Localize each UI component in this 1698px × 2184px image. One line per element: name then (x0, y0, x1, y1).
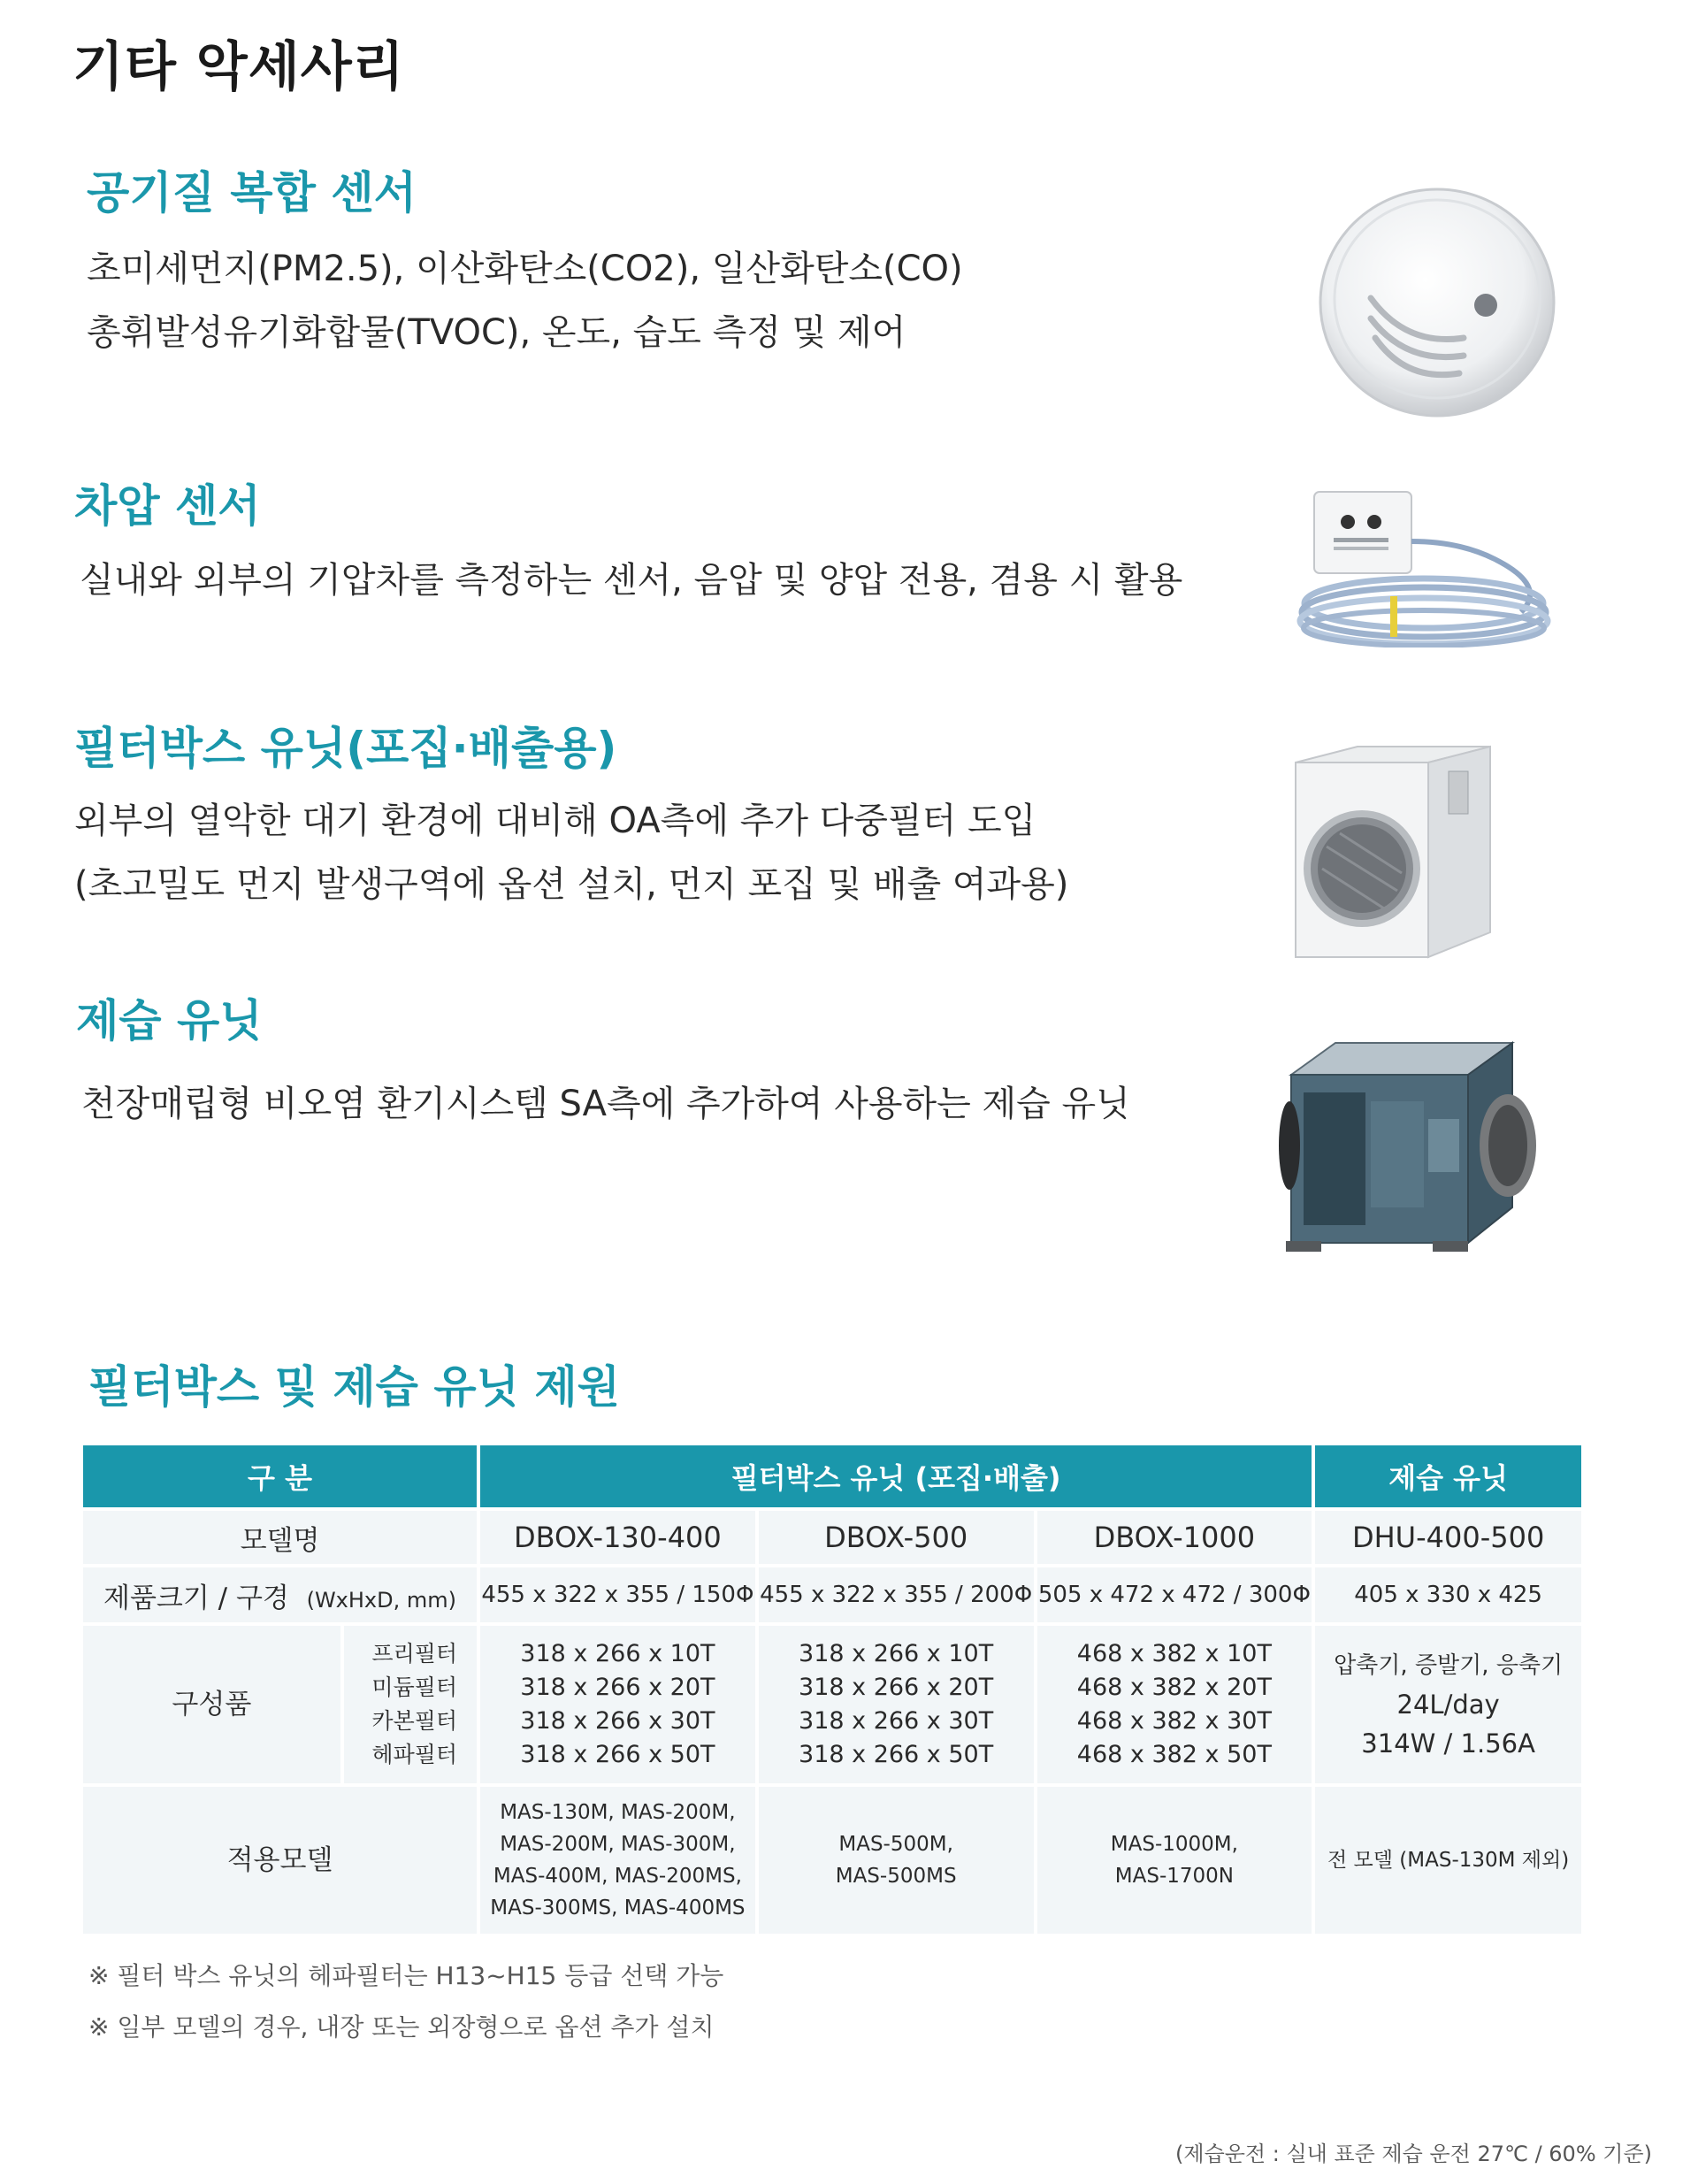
model-cell: DBOX-130-400 (480, 1511, 755, 1564)
row-label-model: 모델명 (83, 1511, 477, 1564)
section-text-filter-box (74, 789, 1068, 916)
apply-cell (759, 1787, 1034, 1934)
footnote: (제습운전 : 실내 표준 제습 운전 27℃ / 60% 기준) (1175, 2142, 1652, 2166)
component-value: 318 x 266 x 20T (520, 1674, 715, 1701)
pressure-sensor-image (1291, 488, 1565, 648)
model-cell: DHU-400-500 (1315, 1511, 1581, 1564)
component-value: 318 x 266 x 10T (520, 1640, 715, 1667)
row-label-components: 구성품 (83, 1626, 340, 1783)
size-unit: (WxHxD, mm) (306, 1587, 456, 1613)
air-quality-sensor-image (1309, 170, 1565, 426)
component-value: 468 x 382 x 10T (1076, 1640, 1272, 1667)
apply-value: MAS-1700N (1114, 1865, 1234, 1888)
component-value: 318 x 266 x 30T (799, 1707, 994, 1735)
filter-box-unit-image (1287, 745, 1499, 968)
apply-value: MAS-400M, MAS-200MS, (493, 1865, 742, 1888)
size-label: 제품크기 / 구경 (103, 1582, 289, 1614)
section-text-dehumidifier (81, 1072, 1130, 1136)
apply-value: MAS-500M, (838, 1833, 953, 1856)
section-title-air-sensor: 공기질 복합 센서 (87, 167, 417, 218)
component-value: 314W / 1.56A (1361, 1728, 1535, 1759)
apply-cell (1037, 1787, 1312, 1934)
section-text-pressure-sensor (80, 548, 1182, 612)
row-label-size (83, 1567, 477, 1622)
component-cell (759, 1626, 1034, 1783)
apply-cell (480, 1787, 755, 1934)
component-value: 468 x 382 x 50T (1076, 1741, 1272, 1768)
component-value: 318 x 266 x 20T (799, 1674, 994, 1701)
component-label: 미듐필터 (371, 1674, 458, 1700)
component-value: 468 x 382 x 30T (1076, 1707, 1272, 1735)
note-line: ※ 필터 박스 유닛의 헤파필터는 H13~H15 등급 선택 가능 (88, 1961, 724, 1990)
size-cell: 455 x 322 x 355 / 150Φ (480, 1567, 755, 1622)
dehumidifier-unit-image (1274, 1039, 1539, 1261)
note-line: ※ 일부 모델의 경우, 내장 또는 외장형으로 옵션 추가 설치 (88, 2012, 715, 2042)
text-line: 초미세먼지(PM2.5), 이산화탄소(CO2), 일산화탄소(CO) (87, 249, 963, 289)
text-line: (초고밀도 먼지 발생구역에 옵션 설치, 먼지 포집 및 배출 여과용) (74, 864, 1069, 905)
section-title-filter-box: 필터박스 유닛(포집·배출용) (74, 723, 617, 774)
spec-table (80, 1442, 1585, 1937)
component-cell (1037, 1626, 1312, 1783)
table-row-size (83, 1567, 1581, 1622)
table-row-apply (83, 1787, 1581, 1934)
size-cell: 405 x 330 x 425 (1315, 1567, 1581, 1622)
notes (88, 1950, 723, 2053)
component-cell (480, 1626, 755, 1783)
apply-value: MAS-200M, MAS-300M, (500, 1833, 736, 1856)
model-cell: DBOX-1000 (1037, 1511, 1312, 1564)
component-cell-dehumidifier (1315, 1626, 1581, 1783)
model-cell: DBOX-500 (759, 1511, 1034, 1564)
component-label: 카본필터 (371, 1708, 458, 1734)
component-label: 헤파필터 (371, 1742, 458, 1767)
table-row-components (83, 1626, 1581, 1783)
row-label-apply: 적용모델 (83, 1787, 477, 1934)
text-line: 총휘발성유기화합물(TVOC), 온도, 습도 측정 및 제어 (87, 312, 906, 353)
text-line: 외부의 열악한 대기 환경에 대비해 OA측에 추가 다중필터 도입 (74, 801, 1036, 841)
apply-value: MAS-1000M, (1110, 1833, 1238, 1856)
text-line: 실내와 외부의 기압차를 측정하는 센서, 음압 및 양압 전용, 겸용 시 활용 (80, 560, 1183, 601)
component-value: 318 x 266 x 10T (799, 1640, 994, 1667)
section-title-pressure-sensor: 차압 센서 (74, 480, 261, 532)
section-title-dehumidifier: 제습 유닛 (76, 995, 263, 1046)
section-text-air-sensor (87, 237, 963, 364)
size-cell: 455 x 322 x 355 / 200Φ (759, 1567, 1034, 1622)
component-value: 468 x 382 x 20T (1076, 1674, 1272, 1701)
spec-title: 필터박스 및 제습 유닛 제원 (88, 1361, 620, 1413)
apply-value: MAS-130M, MAS-200M, (500, 1801, 736, 1824)
apply-value: MAS-300MS, MAS-400MS (490, 1897, 746, 1920)
text-line: 천장매립형 비오염 환기시스템 SA측에 추가하여 사용하는 제습 유닛 (81, 1084, 1130, 1124)
header-category: 구 분 (83, 1445, 477, 1507)
apply-value: 전 모델 (MAS-130M 제외) (1327, 1849, 1570, 1872)
component-value: 24L/day (1396, 1690, 1500, 1720)
apply-value: MAS-500MS (835, 1865, 957, 1888)
component-value: 318 x 266 x 50T (799, 1741, 994, 1768)
size-cell: 505 x 472 x 472 / 300Φ (1037, 1567, 1312, 1622)
component-value: 압축기, 증발기, 응축기 (1334, 1652, 1564, 1679)
component-labels (344, 1626, 477, 1783)
component-label: 프리필터 (371, 1641, 458, 1667)
page-title: 기타 악세사리 (73, 36, 405, 98)
header-dehumidifier: 제습 유닛 (1315, 1445, 1581, 1507)
header-filter-box: 필터박스 유닛 (포집·배출) (480, 1445, 1312, 1507)
table-row-model (83, 1511, 1581, 1564)
component-value: 318 x 266 x 30T (520, 1707, 715, 1735)
component-value: 318 x 266 x 50T (520, 1741, 715, 1768)
apply-cell (1315, 1787, 1581, 1934)
